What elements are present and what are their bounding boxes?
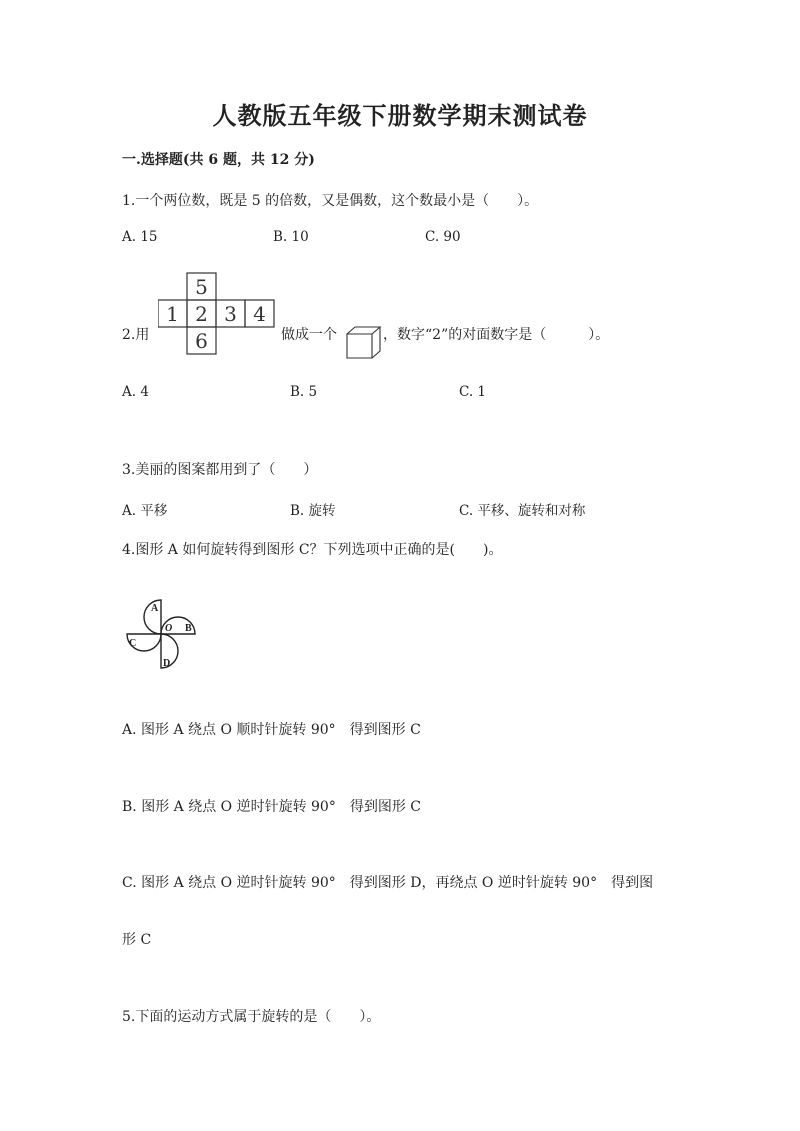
question-1-option-c: C. 90: [425, 229, 461, 245]
question-2-option-c: C. 1: [459, 384, 487, 400]
question-3-option-c: C. 平移、旋转和对称: [459, 503, 586, 519]
net-number-top: 5: [195, 275, 208, 299]
question-4-option-b: B. 图形 A 绕点 O 逆时针旋转 90° 得到图形 C: [122, 799, 422, 815]
question-4-option-c-line2: 形 C: [122, 932, 152, 948]
question-1-stem: 1.一个两位数，既是 5 的倍数，又是偶数，这个数最小是（ ）。: [122, 193, 539, 209]
label-d: D: [163, 658, 171, 669]
question-2-option-a: A. 4: [122, 384, 149, 400]
question-2-prefix: 2.用: [122, 327, 150, 343]
question-2-suffix: ，数字“2”的对面数字是（ ）。: [383, 327, 610, 343]
label-o: O: [165, 623, 173, 634]
question-4-stem: 4.图形 A 如何旋转得到图形 C？下列选项中正确的是( )。: [122, 542, 503, 558]
net-number-2: 2: [195, 302, 208, 326]
net-number-4: 4: [253, 302, 266, 326]
question-1-option-b: B. 10: [273, 229, 309, 245]
question-4-option-a: A. 图形 A 绕点 O 顺时针旋转 90° 得到图形 C: [122, 722, 421, 738]
section-heading: 一.选择题(共 6 题，共 12 分): [122, 152, 315, 168]
cube-icon: [344, 324, 382, 360]
label-a: A: [151, 603, 159, 614]
label-b: B: [185, 623, 192, 634]
question-1-option-a: A. 15: [122, 229, 158, 245]
label-c: C: [129, 638, 137, 649]
question-4-option-c-line1: C. 图形 A 绕点 O 逆时针旋转 90° 得到图形 D，再绕点 O 逆时针旋转 90° 得到图: [122, 875, 654, 891]
page-title: 人教版五年级下册数学期末测试卷: [212, 101, 588, 130]
net-number-bottom: 6: [195, 329, 208, 353]
question-2-option-b: B. 5: [290, 384, 318, 400]
question-3-option-a: A. 平移: [122, 503, 168, 519]
cube-net-svg: [158, 272, 276, 356]
net-number-1: 1: [166, 302, 179, 326]
cube-net-figure: [158, 272, 276, 356]
net-number-3: 3: [224, 302, 237, 326]
question-3-stem: 3.美丽的图案都用到了（ ）: [122, 462, 318, 478]
rotation-figure: [118, 594, 210, 676]
question-3-option-b: B. 旋转: [290, 503, 336, 519]
question-2-middle: 做成一个: [281, 327, 337, 343]
question-5-stem: 5.下面的运动方式属于旋转的是（ ）。: [122, 1009, 381, 1025]
